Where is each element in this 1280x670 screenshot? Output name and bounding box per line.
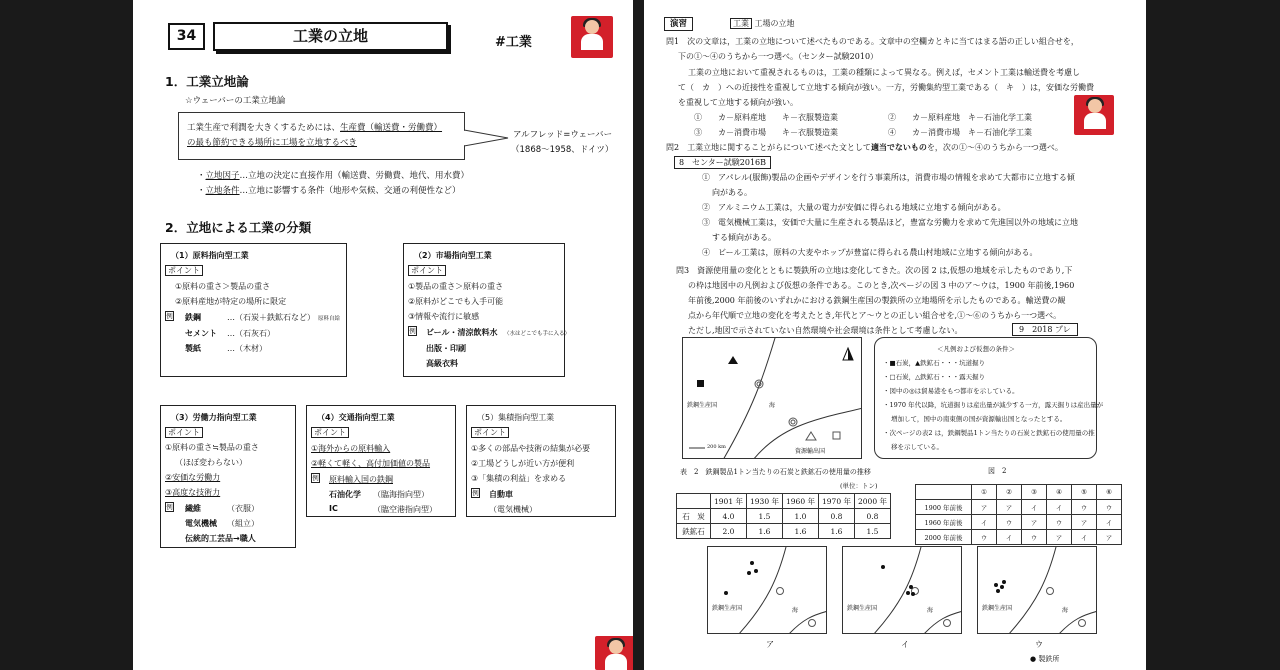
map-coastline	[683, 338, 862, 459]
factor-line-2: ・立地条件…立地に影響する条件（地形や気候、交通の利便性など）	[197, 186, 461, 196]
q1-body: て（ カ ）への近接性を重視して立地する傾向が強い。一方，労働集約型工業である（ キ ）は，安価な労働費	[678, 83, 1094, 92]
answer-header: ③	[1022, 485, 1047, 500]
answer-cell: ウ	[1047, 515, 1072, 530]
map-label: 海	[792, 607, 799, 614]
weber-years: （1868～1958、ドイツ）	[511, 145, 614, 155]
answer-table	[915, 484, 1122, 545]
point-item: ①多くの部品や技術の結集が必要	[471, 444, 591, 453]
example-note: …（石灰石）	[227, 329, 275, 338]
point-label: ポイント	[165, 265, 203, 276]
answer-cell: イ	[1072, 530, 1097, 545]
example-item: 自動車	[489, 490, 513, 499]
table-cell: 1.6	[747, 524, 783, 539]
answer-row-label: 1900 年前後	[916, 500, 972, 515]
table-header: 1960 年	[783, 494, 819, 509]
mini-map-u	[977, 546, 1097, 634]
example-item: 電気機械	[185, 519, 217, 528]
table-header: 2000 年	[855, 494, 891, 509]
point-item: ②安価な労働力	[165, 473, 221, 482]
example-label: 例	[166, 312, 173, 320]
map-label: 鉄鋼生産国	[687, 402, 718, 409]
answer-cell: ア	[972, 500, 997, 515]
example-item: ビール・清涼飲料水	[426, 328, 498, 337]
q1-body: を重視して立地する傾向が強い。	[678, 98, 798, 107]
example-item: 高級衣料	[426, 359, 458, 368]
answer-cell: ウ	[1097, 500, 1122, 515]
speech-pointer	[464, 128, 509, 150]
example-item: 出版・印刷	[426, 344, 466, 353]
labor-oriented-box	[160, 405, 296, 548]
table-header-row	[677, 494, 891, 509]
q1-option[interactable]: ③ カ－消費市場 キ－衣服製造業	[694, 128, 838, 137]
box-title: （2）市場指向型工業	[414, 251, 492, 260]
point-item: ③情報や流行に敏感	[408, 312, 480, 321]
legend-conditions-box	[874, 337, 1104, 459]
q3-source: 9 2018 プレ	[1012, 323, 1078, 336]
example-item: 製紙	[185, 344, 201, 353]
point-label: ポイント	[311, 427, 349, 438]
mini-map-caption: イ	[901, 640, 909, 649]
q3-text: ただし,地図で示されていない自然環境や社会環境は条件として考慮しない。	[688, 326, 963, 335]
answer-cell: ア	[997, 500, 1022, 515]
answer-row-label: 1960 年前後	[916, 515, 972, 530]
q2-option[interactable]: ④ ビール工業は，原料の大麦やホップが豊富に得られる農山村地域に立地する傾向がある。	[702, 248, 1038, 257]
mini-map-i	[842, 546, 962, 634]
condition-item: ・1970 年代以降，坑道掘りは産出量が減少する一方，露天掘りは産出量が	[883, 401, 1104, 409]
q1-body: 工業の立地において重視されるものは，工業の種類によって異なる。例えば，セメント工業は輸送費を考慮し	[688, 68, 1080, 77]
section1-heading: 1．工業立地論	[165, 74, 249, 89]
answer-cell: イ	[1097, 515, 1122, 530]
teacher-logo	[571, 16, 613, 58]
map-label: 鉄鋼生産国	[982, 605, 1013, 612]
table-row	[677, 524, 891, 539]
answer-cell: ア	[1072, 515, 1097, 530]
map-label: 海	[927, 607, 934, 614]
right-page	[644, 0, 1146, 670]
example-subnote: （水はどこでも手に入る）	[504, 331, 571, 337]
teacher-logo-right	[1074, 95, 1114, 135]
answer-row-label: 2000 年前後	[916, 530, 972, 545]
mini-map-caption: ア	[766, 640, 774, 649]
q3-text: 点から年代順で立地の変化を考えたとき,年代とア～ウとの正しい組合せを,①～⑥のうちから一つ選べ。	[688, 311, 1062, 320]
q2-option[interactable]: ③ 電気機械工業は，安価で大量に生産される製品ほど，豊富な労働力を求めて先進国以外の地域に立地	[702, 218, 1078, 227]
answer-cell: ア	[1047, 530, 1072, 545]
map-label: 海	[1062, 607, 1069, 614]
map-label: 鉄鋼生産国	[847, 605, 878, 612]
answer-cell: イ	[1022, 500, 1047, 515]
example-item: 石油化学	[329, 490, 361, 499]
example-item: 伝統的工芸品→職人	[185, 534, 256, 543]
transport-oriented-box	[306, 405, 456, 517]
speech-text-2: の最も節約できる場所に工場を立地するべき	[187, 138, 358, 148]
point-item: ①原料の重さ≒製品の重さ	[165, 443, 259, 452]
example-note: （臨空港指向型）	[373, 505, 437, 514]
map-scale: 200 km	[707, 444, 726, 450]
map-label: 鉄鋼生産国	[712, 605, 743, 612]
table-header: 1901 年	[711, 494, 747, 509]
box-title: （3）労働力指向型工業	[171, 413, 257, 422]
table-cell: 2.0	[711, 524, 747, 539]
q3-text: の枠は地図中の凡例および仮想の条件である。このとき,次ページの図 3 中のア～ウは，1900 年前後,1960	[688, 281, 1075, 290]
agglomeration-oriented-box	[466, 405, 616, 517]
answer-cell: ア	[1097, 530, 1122, 545]
answer-row	[916, 530, 1122, 545]
q1-option[interactable]: ④ カ－消費市場 キ－石油化学工業	[888, 128, 1032, 137]
example-note: …（木材）	[227, 344, 267, 353]
q1-text: 問1 次の文章は，工業の立地について述べたものである。文章中の空欄カとキに当てはまる語の正しい組合せを，	[666, 37, 1079, 46]
mini-map-a	[707, 546, 827, 634]
map-label: 資源輸出国	[795, 448, 826, 455]
teacher-logo-bottom	[595, 636, 633, 670]
table-header: 1930 年	[747, 494, 783, 509]
point-item: ①原料の重さ＞製品の重さ	[175, 282, 271, 291]
mini-map-caption: ウ	[1035, 640, 1043, 649]
weber-name: アルフレッド=ウェーバー	[513, 130, 613, 140]
point-item: ③「集積の利益」を求める	[471, 474, 567, 483]
answer-cell: イ	[1047, 500, 1072, 515]
example-label: 例	[166, 503, 173, 511]
answer-cell: イ	[972, 515, 997, 530]
weber-speech-bubble	[178, 112, 465, 160]
answer-cell: ウ	[1022, 530, 1047, 545]
exercise-label: 演習	[664, 17, 693, 31]
q1-text: 下の①～④のうちから一つ選べ。（センター試験2010）	[678, 52, 879, 61]
example-item: （電気機械）	[489, 505, 537, 514]
lesson-title: 工業の立地	[213, 22, 448, 51]
example-item: 繊維	[185, 504, 201, 513]
answer-header: ①	[972, 485, 997, 500]
speech-underlined: 生産費（輸送費・労働費）	[340, 123, 443, 133]
point-label: ポイント	[471, 427, 509, 438]
section2-heading: 2．立地による工業の分類	[165, 220, 312, 235]
example-label: 例	[472, 489, 479, 497]
table-cell: 0.8	[819, 509, 855, 524]
answer-row	[916, 515, 1122, 530]
table2	[676, 493, 891, 539]
q2-text: 問2 工業立地に関することがらについて述べた文として適当でないものを，次の①～④のうちから一つ選べ。	[666, 142, 1063, 152]
lesson-number: 34	[168, 23, 205, 50]
speech-text: 工業生産で利潤を大きくするためには、	[187, 123, 341, 133]
answer-header-row	[916, 485, 1122, 500]
point-item: ①海外からの原料輸入	[311, 444, 391, 453]
example-label: 例	[312, 474, 319, 482]
example-item: 鉄鋼	[185, 313, 201, 322]
answer-cell: イ	[997, 530, 1022, 545]
example-item: セメント	[185, 329, 217, 338]
answer-cell: ウ	[1072, 500, 1097, 515]
table-header: 1970 年	[819, 494, 855, 509]
row-label: 石 炭	[677, 509, 711, 524]
table-cell: 1.6	[783, 524, 819, 539]
example-item: 原料輸入国の鉄鋼	[329, 475, 393, 484]
table2-caption: 表 2 鉄鋼製品1トン当たりの石炭と鉄鉱石の使用量の推移	[680, 468, 871, 476]
point-item: ②原料産地が特定の場所に限定	[175, 297, 287, 306]
condition-item: ・次ページの表2 は，鉄鋼製品1トン当たりの石炭と鉄鉱石の使用量の推	[883, 429, 1095, 437]
answer-row	[916, 500, 1122, 515]
condition-item: ・図中の◎は貿易港をもつ都市を示している。	[883, 387, 1019, 395]
table-cell: 1.5	[855, 524, 891, 539]
answer-header: ④	[1047, 485, 1072, 500]
figure2-map	[682, 337, 862, 459]
table-cell: 4.0	[711, 509, 747, 524]
map-label: 海	[769, 402, 776, 409]
condition-item: ・□石炭，△鉄鉱石・・・露天掘り	[883, 373, 986, 381]
answer-header: ②	[997, 485, 1022, 500]
condition-item: ・■石炭，▲鉄鉱石・・・坑道掘り	[883, 359, 986, 367]
answer-cell: ア	[1022, 515, 1047, 530]
point-item: ③高度な技術力	[165, 488, 221, 497]
table-row	[677, 509, 891, 524]
q2-option-cont: 向がある。	[712, 188, 752, 197]
category-tag: 工業	[730, 18, 752, 29]
point-item: ②工場どうしが近い方が便利	[471, 459, 575, 468]
table-unit: (単位：トン)	[840, 482, 878, 490]
category-title: 工場の立地	[754, 19, 795, 28]
left-page	[133, 0, 633, 670]
box-title: （5）集積指向型工業	[477, 413, 555, 422]
table-cell: 1.0	[783, 509, 819, 524]
answer-cell: ウ	[997, 515, 1022, 530]
example-subnote: 原料自給	[318, 316, 341, 322]
raw-material-oriented-box	[160, 243, 347, 377]
example-label: 例	[409, 327, 416, 335]
q1-option[interactable]: ② カ－原料産地 キ－石油化学工業	[888, 113, 1032, 122]
q2-option-cont: する傾向がある。	[712, 233, 776, 242]
box-title: （4）交通指向型工業	[317, 413, 395, 422]
answer-header: ⑥	[1097, 485, 1122, 500]
mill-legend: ● 製鉄所	[1030, 655, 1060, 663]
market-oriented-box	[403, 243, 571, 377]
q3-text: 問3 資源使用量の変化とともに製鉄所の立地は変化してきた。次の図 2 は,仮想の地域を示したものであり,下	[676, 266, 1073, 275]
table-cell: 0.8	[855, 509, 891, 524]
box-title: （1）原料指向型工業	[171, 251, 249, 260]
point-label: ポイント	[165, 427, 203, 438]
example-note: （臨海指向型）	[373, 490, 429, 499]
point-label: ポイント	[408, 265, 446, 276]
example-note: （衣服）	[227, 504, 259, 513]
condition-item: 移を示している。	[891, 443, 943, 451]
table-cell: 1.6	[819, 524, 855, 539]
example-item: IC	[329, 504, 338, 513]
answer-header: ⑤	[1072, 485, 1097, 500]
hashtag: #工業	[495, 35, 532, 50]
example-note: （組立）	[227, 519, 259, 528]
table-cell: 1.5	[747, 509, 783, 524]
factor-line-1: ・立地因子…立地の決定に直接作用（輸送費、労働費、地代、用水費）	[197, 171, 470, 181]
point-item: （ほぼ変わらない）	[175, 458, 247, 467]
figure2-caption: 図 2	[988, 467, 1007, 475]
q2-option[interactable]: ① アパレル(服飾)製品の企画やデザインを行う事業所は，消費市場の情報を求めて大都市に立地する傾	[702, 173, 1075, 182]
condition-item: 増加して，国中の南東側の国が資源輸出国となったとする。	[891, 415, 1067, 423]
example-note: …（石炭＋鉄鉱石など）	[227, 313, 315, 322]
q3-text: 年前後,2000 年前後のいずれかにおける鉄鋼生産国の製鉄所の立地場所を示したものである。輸送費の観	[688, 296, 1066, 305]
q1-option[interactable]: ① カ－原料産地 キ－衣服製造業	[694, 113, 838, 122]
point-item: ①製品の重さ＞原料の重さ	[408, 282, 504, 291]
row-label: 鉄鉱石	[677, 524, 711, 539]
weber-subtitle: ☆ウェーバーの工業立地論	[185, 96, 286, 106]
point-item: ②軽くて軽く、高付加価値の製品	[311, 459, 431, 468]
q2-source: 8 センター試験2016B	[674, 156, 771, 169]
conditions-title: ＜凡例および仮想の条件＞	[937, 345, 1015, 353]
q2-option[interactable]: ② アルミニウム工業は，大量の電力が安価に得られる地域に立地する傾向がある。	[702, 203, 1006, 212]
answer-cell: ウ	[972, 530, 997, 545]
point-item: ②原料がどこでも入手可能	[408, 297, 504, 306]
